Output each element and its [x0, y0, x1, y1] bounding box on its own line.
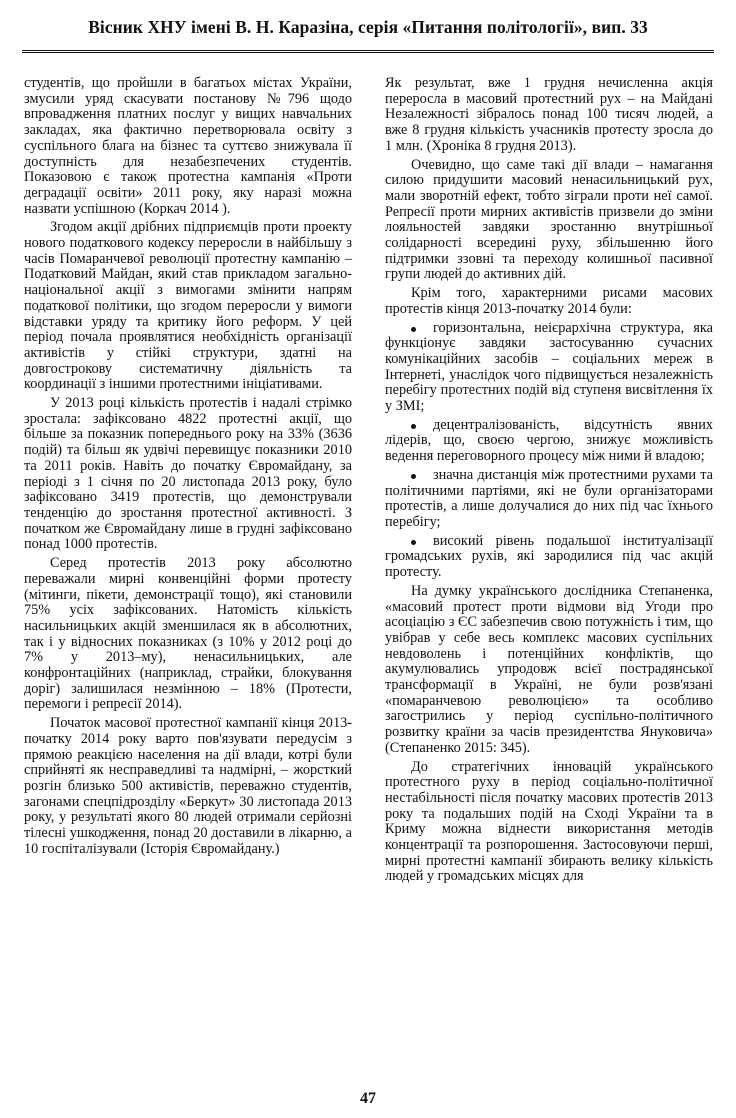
bullet-icon: [411, 424, 416, 429]
paragraph: Початок масової протестної кампанії кінця 2013-початку 2014 року варто пов'язувати передусім з прямою реакцією населення на дії влади, котрі були сприйняті як несправедливі та надмірні, – жорсткий розгін близько 500 активістів, переважно студентів, загонами спецпідрозділу «Беркут» 30 листопада 2013 року, у результаті якого 80 людей отримали серйозні тілесні ушкодження, понад 20 доставили в лікарню, а 10 госпіталізували (Історія Євромайдану.): [24, 715, 352, 857]
journal-header: [22, 12, 714, 53]
bullet-icon: [411, 474, 416, 479]
page-number: 47: [360, 1090, 376, 1107]
list-item-text: високий рівень подальшої інституалізації громадських рухів, які зародилися під час акцій протесту.: [385, 532, 713, 581]
paragraph: Серед протестів 2013 року абсолютно переважали мирні конвенційні форми протесту (мітинги, пікети, демонстрації тощо), які становили 75% усіх зафіксованих. Натомість кількість насильницьких акцій зменшилася як в абсолютних, так і у відносних показниках (з 10% у 2012 році до 7% у 2013–му), ненасильницьких, але конфронтаційних (наприклад, страйки, блокування доріг) залишилася незмінною – 18% (Протести, перемоги і репресії 2014).: [24, 555, 352, 713]
left-column: [24, 76, 352, 857]
list-item-text: горизонтальна, неієрархічна структура, яка функціонує завдяки застосуванню сучасних комунікаційних засобів – соціальних мереж в Інтернеті, унаслідок чого підвищується незалежність перебігу протестних подій від ступеня висвітлення їх у ЗМІ;: [385, 319, 713, 415]
feature-list: [385, 321, 713, 581]
list-item-text: значна дистанція між протестними рухами та політичними партіями, які не були організаторами протестів, а лише долучалися до них під час їхнього перебігу;: [385, 466, 713, 530]
bullet-icon: [411, 540, 416, 545]
list-item-text: децентралізованість, відсутність явних лідерів, що, своєю чергою, знижує можливість ведення переговорного процесу між ними й владою;: [385, 416, 713, 465]
paragraph: Крім того, характерними рисами масових протестів кінця 2013-початку 2014 були:: [385, 285, 713, 317]
list-item: [385, 418, 713, 465]
paragraph: У 2013 році кількість протестів і надалі стрімко зростала: зафіксовано 4822 протестні акції, що більше за показник попереднього року на 33% (3636 подій) та більш як удвічі перевищує показники 2010 та 2011 років. Навіть до початку Євромайдану, за періоді з 1 січня по 20 листопада 2013 року, було зафіксовано 3419 протестів, що демонстрували тенденцію до зростання протестної активності. З початком же Євромайдану лише в грудні зафіксовано понад 1000 протестів.: [24, 395, 352, 553]
bullet-icon: [411, 327, 416, 332]
paragraph: До стратегічних інновацій українського протестного руху в період соціально-політичної нестабільності після початку масових протестів 2013 року та подальших подій на Сході України та в Криму можна віднести використання методів концентрації та розпорошення. Застосовуючи перші, мирні протестні кампанії збирають велику кількість людей у громадських місцях для: [385, 758, 713, 885]
paragraph: На думку українського дослідника Степаненка, «масовий протест проти відмови від Угоди про асоціацію з ЄС забезпечив свою потужність і тим, що увібрав у себе весь комплекс масових суспільних невдоволень і потенційних конфліктів, що акумулювались упродовж всієї пострадянської трансформації в Україні, не були розв'язані «помаранчевою революцією» та особливо загострились у період суспільно-політичного розвитку країни за часів президентства Януковича» (Степаненко 2015: 345).: [385, 582, 713, 756]
paragraph: Як результат, вже 1 грудня нечисленна акція переросла в масовий протестний рух – на Майдані Незалежності зібралось понад 100 тисяч людей, а вже 8 грудня кількість учасників протесту зросла до 1 млн. (Хроніка 8 грудня 2013).: [385, 75, 713, 154]
right-column: [385, 76, 713, 885]
list-item: [385, 468, 713, 531]
list-item: [385, 321, 713, 415]
paragraph: студентів, що пройшли в багатьох містах України, змусили уряд скасувати постанову №796 щодо впровадження платних послуг у вищих навчальних закладах, яка фактично перетворювала освіту з суспільного блага на бізнес та суттєво знижувала її доступність для незабезпечених студентів. Показовою є також протестна кампанія «Проти деградації освіти» 2011 року, яку наразі можна назвати успішною (Коркач 2014 ).: [24, 75, 352, 217]
paragraph: Згодом акції дрібних підприємців проти проекту нового податкового кодексу переросли в найбільшу з часів Помаранчевої революції протестну кампанію – Податковий Майдан, який став прикладом загально-національної акції з вимогами змінити напрям податкової політики, що згодом переросли у вимоги відставки уряду та критику його реформ. У цей період почала проявлятися необхідність організації активістів у стійкі структури, здатні на довгострокову систематичну діяльність та координації з іншими протестними ініціативами.: [24, 219, 352, 393]
paragraph: Очевидно, що саме такі дії влади – намагання силою придушити масовий ненасильницький рух, мали зворотній ефект, тобто зіграли проти неї самої. Репресії проти мирних активістів призвели до зміни лояльностей завдяки зростанню внутрішньої солідарності всередині руху, збільшенню його підтримки ззовні та переходу колишньої пасивної групи людей до активних дій.: [385, 156, 713, 283]
list-item: [385, 534, 713, 581]
journal-title: Вісник ХНУ імені В. Н. Каразіна, серія «Питання політології», вип. 33: [88, 17, 648, 37]
